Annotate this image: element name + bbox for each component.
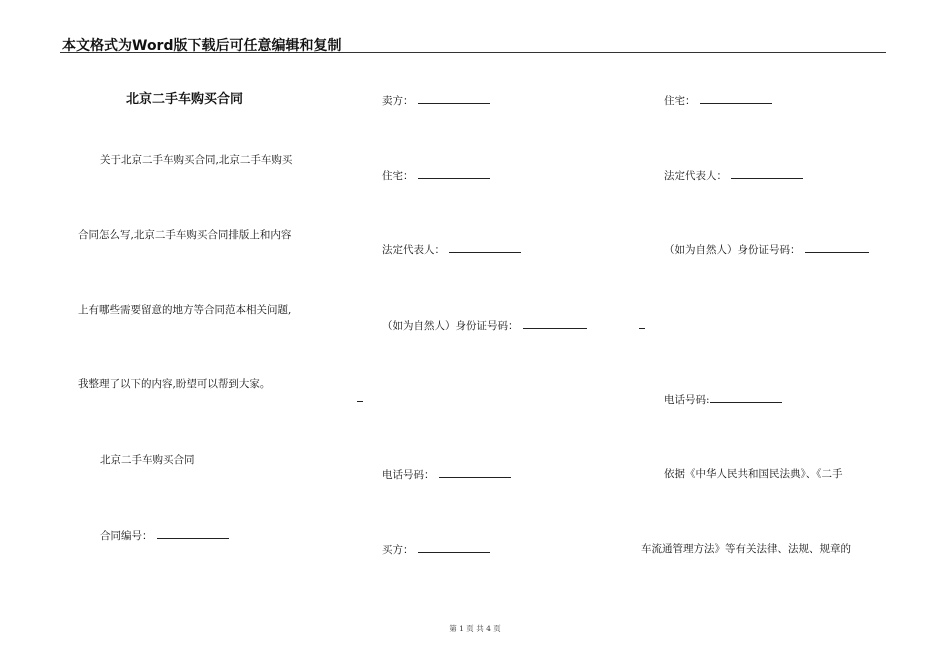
intro-line-1: 关于北京二手车购买合同,北京二手车购买	[100, 154, 293, 166]
seller-phone-row	[382, 467, 511, 482]
seller-legal-rep-row	[382, 242, 521, 257]
buyer-legal-rep-label: 法定代表人：	[664, 170, 727, 182]
header-divider	[60, 52, 886, 53]
seller-address-row	[382, 168, 490, 183]
seller-legal-rep-blank	[449, 242, 521, 253]
stray-mark	[639, 328, 645, 329]
buyer-blank	[418, 542, 490, 553]
seller-id-row	[382, 318, 587, 333]
stray-mark	[357, 401, 363, 402]
buyer-phone-label: 电话号码:	[664, 394, 710, 406]
buyer-id-row	[664, 242, 869, 257]
buyer-legal-rep-row	[664, 168, 803, 183]
buyer-phone-blank	[710, 392, 782, 403]
intro-line-4: 我整理了以下的内容,盼望可以帮到大家。	[78, 378, 271, 390]
buyer-row	[382, 542, 490, 557]
subtitle: 北京二手车购买合同	[100, 454, 195, 466]
buyer-address-blank	[700, 93, 772, 104]
contract-number-blank	[157, 528, 229, 539]
buyer-legal-rep-blank	[731, 168, 803, 179]
seller-phone-label: 电话号码：	[382, 469, 435, 481]
intro-line-3: 上有哪些需要留意的地方等合同范本相关问题,	[78, 304, 292, 316]
buyer-phone-row	[664, 392, 782, 407]
page-title: 北京二手车购买合同	[126, 92, 244, 107]
document-header: 本文格式为Word版下载后可任意编辑和复制	[62, 38, 342, 54]
seller-address-blank	[418, 168, 490, 179]
buyer-id-blank	[805, 242, 869, 253]
buyer-id-label: （如为自然人）身份证号码：	[664, 244, 801, 256]
seller-id-label: （如为自然人）身份证号码：	[382, 320, 519, 332]
buyer-address-row	[664, 93, 772, 108]
contract-number-label: 合同编号：	[100, 530, 153, 542]
seller-row	[382, 93, 490, 108]
buyer-label: 买方：	[382, 544, 414, 556]
seller-phone-blank	[439, 467, 511, 478]
page-number: 第 1 页 共 4 页	[449, 624, 501, 633]
legal-basis-line-1: 依据《中华人民共和国民法典》、《二手	[664, 468, 843, 480]
seller-label: 卖方：	[382, 95, 414, 107]
seller-legal-rep-label: 法定代表人：	[382, 244, 445, 256]
seller-id-blank	[523, 318, 587, 329]
contract-number-row	[100, 528, 229, 543]
seller-blank	[418, 93, 490, 104]
legal-basis-line-2: 车流通管理方法》等有关法律、法规、规章的	[641, 543, 851, 555]
intro-line-2: 合同怎么写,北京二手车购买合同排版上和内容	[78, 229, 292, 241]
seller-address-label: 住宅：	[382, 170, 414, 182]
buyer-address-label: 住宅：	[664, 95, 696, 107]
